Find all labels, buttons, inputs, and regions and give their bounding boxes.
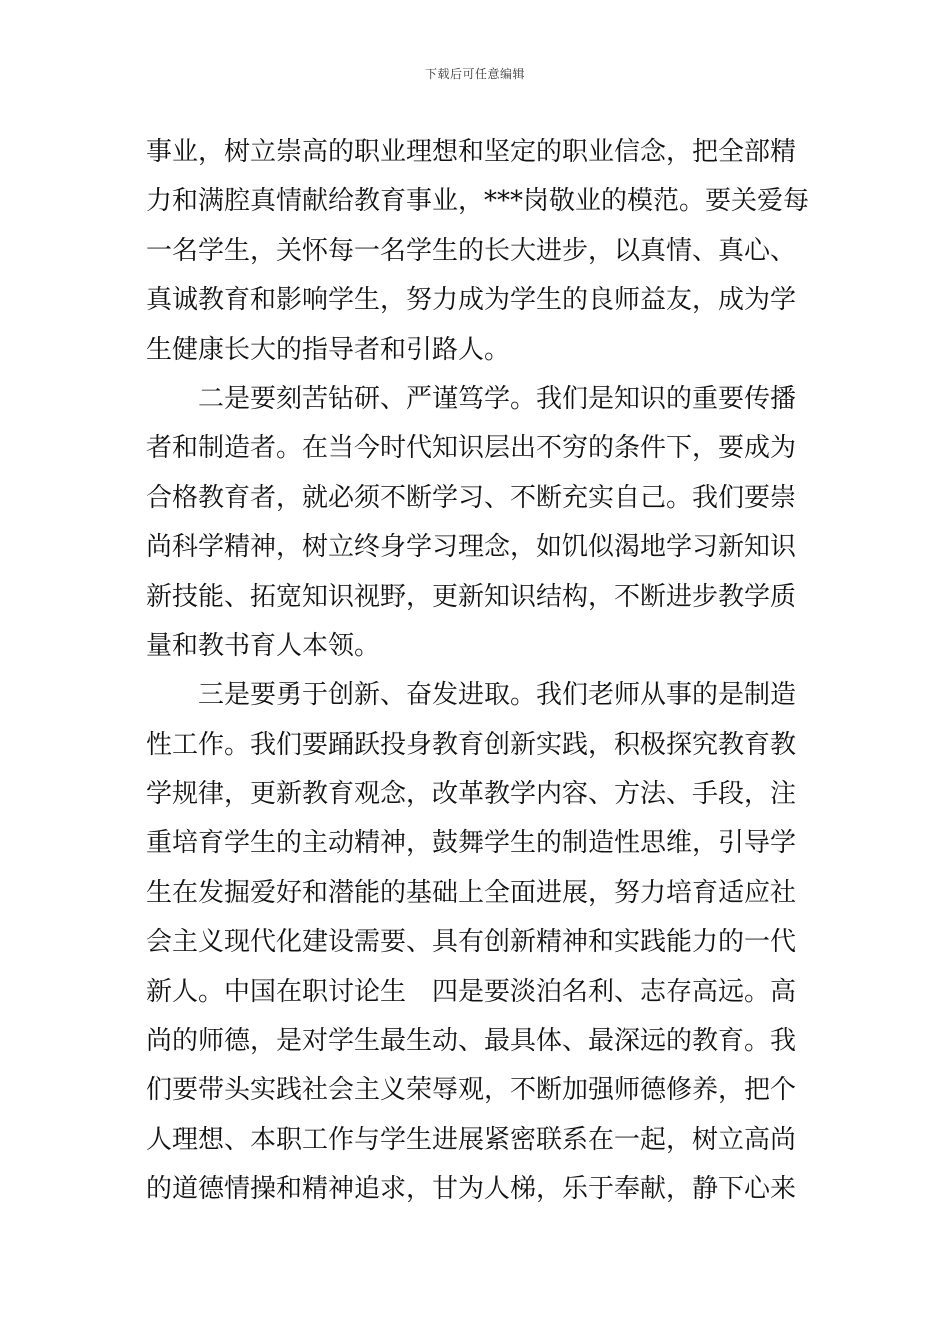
text-line: 人理想、本职工作与学生进展紧密联系在一起，树立高尚 (146, 1124, 797, 1155)
text-line: 的道德情操和精神追求，甘为人梯，乐于奉献，静下心来 (146, 1174, 797, 1205)
text-line: 者和制造者。在当今时代知识层出不穷的条件下，要成为 (146, 433, 797, 464)
text-line: 新人。中国在职讨论生 四是要淡泊名利、志存高远。高 (146, 976, 797, 1007)
text-line: 性工作。我们要踊跃投身教育创新实践，积极探究教育教 (146, 729, 797, 760)
text-line: 量和教书育人本领。 (146, 630, 381, 661)
text-line: 三是要勇于创新、奋发进取。我们老师从事的是制造 (198, 680, 797, 711)
text-line: 重培育学生的主动精神，鼓舞学生的制造性思维，引导学 (146, 828, 797, 859)
text-line: 尚科学精神，树立终身学习理念，如饥似渴地学习新知识 (146, 532, 797, 563)
text-line: 生在发掘爱好和潜能的基础上全面进展，努力培育适应社 (146, 877, 797, 908)
text-line: 真诚教育和影响学生，努力成为学生的良师益友，成为学 (146, 285, 797, 316)
text-line: 们要带头实践社会主义荣辱观，不断加强师德修养，把个 (146, 1075, 797, 1106)
text-line: 会主义现代化建设需要、具有创新精神和实践能力的一代 (146, 927, 797, 958)
text-line: 合格教育者，就必须不断学习、不断充实自己。我们要崇 (146, 482, 797, 513)
text-line: 尚的师德，是对学生最生动、最具体、最深远的教育。我 (146, 1026, 797, 1057)
document-body (146, 128, 810, 1215)
text-line: 一名学生，关怀每一名学生的长大进步，以真情、真心、 (146, 235, 797, 266)
text-line: 二是要刻苦钻研、严谨笃学。我们是知识的重要传播 (198, 383, 797, 414)
page-header-note: 下载后可任意编辑 (424, 67, 525, 81)
text-line: 生健康长大的指导者和引路人。 (146, 334, 511, 365)
text-line: 学规律，更新教育观念，改革教学内容、方法、手段，注 (146, 779, 797, 810)
text-line: 新技能、拓宽知识视野，更新知识结构，不断进步教学质 (146, 581, 797, 612)
text-line: 事业，树立崇高的职业理想和坚定的职业信念，把全部精 (146, 137, 797, 167)
text-line: 力和满腔真情献给教育事业，***岗敬业的模范。要关爱每 (146, 186, 810, 217)
